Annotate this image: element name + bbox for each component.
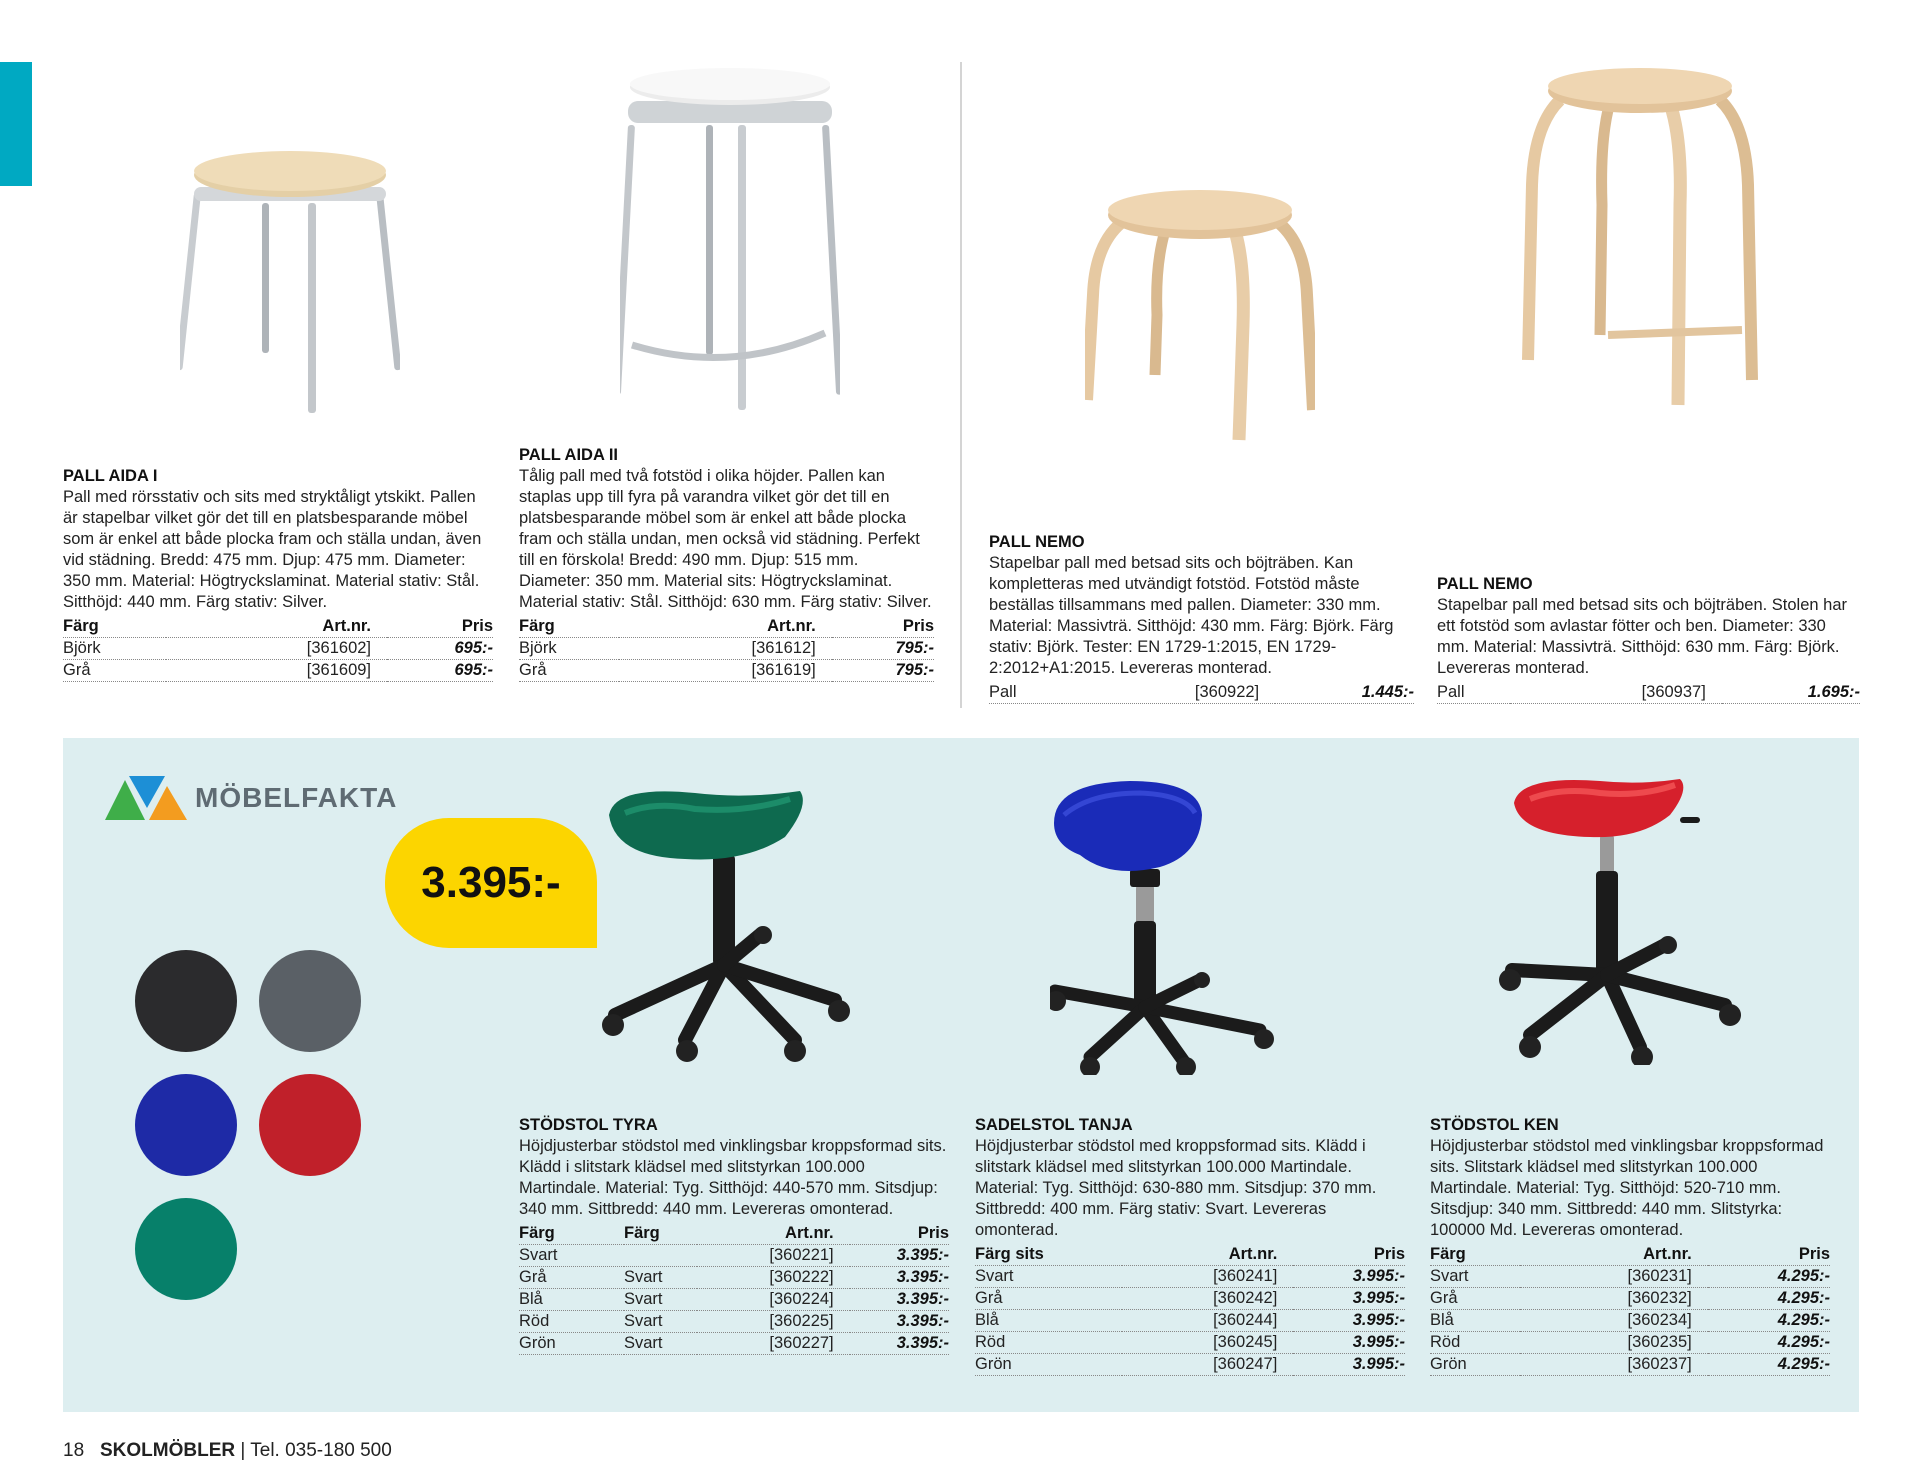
phone-number: Tel. 035-180 500 — [250, 1440, 392, 1461]
section-name: SKOLMÖBLER — [99, 1440, 236, 1461]
product-description: Höjdjusterbar stödstol med kroppsformad sits. Klädd i slitstark klädsel med slitstyrkan 100.000 Martindale. Material: Tyg. Sitthöjd: 630-880 mm. Sitsdjup: 370 mm. Sittbredd: 400 mm. Färg stativ: Svart. Levereras omonterad. — [975, 1137, 1377, 1239]
price-badge: 3.395:- — [385, 818, 597, 948]
article-number: [360232] — [1520, 1288, 1708, 1310]
article-number: [360922] — [1062, 682, 1275, 704]
product-pall-nemo-low — [989, 532, 1414, 704]
article-number: [360231] — [1520, 1266, 1708, 1288]
product-pall-aida-1 — [63, 466, 493, 682]
stool-nemo-high-image — [1520, 65, 1760, 415]
product-description: Stapelbar pall med betsad sits och böjträben. Kan kompletteras med utvändigt fotstöd. Fotstöd måste beställas tillsammans med pallen. Diameter: 330 mm. Material: Massivträ. Sitthöjd: 430 mm. Färg: Björk. Färg stativ: Björk. Tester: EN 1729-1:2015, EN 1729-2:2012+A1:2015. Levereras monterad. — [989, 554, 1394, 677]
table-row — [975, 1266, 1405, 1288]
mobelfakta-logo — [105, 774, 397, 822]
price: 4.295:- — [1708, 1332, 1830, 1354]
frame-color-cell: Svart — [624, 1289, 697, 1311]
color-cell: Grå — [519, 660, 619, 682]
article-number: [361609] — [166, 660, 387, 682]
price: 3.395:- — [850, 1333, 949, 1355]
price-table — [1437, 682, 1860, 704]
color-cell: Blå — [1430, 1310, 1520, 1332]
color-cell: Röd — [975, 1332, 1122, 1354]
color-cell: Björk — [519, 638, 619, 660]
variant-cell: Pall — [989, 682, 1062, 704]
table-row — [1430, 1288, 1830, 1310]
product-title: STÖDSTOL KEN — [1430, 1116, 1559, 1134]
product-title: SADELSTOL TANJA — [975, 1116, 1133, 1134]
price: 3.395:- — [850, 1289, 949, 1311]
column-header: Färg — [624, 1223, 697, 1245]
table-row — [975, 1310, 1405, 1332]
column-header: Art.nr. — [1122, 1244, 1293, 1266]
stool-aida-2-image — [620, 65, 840, 415]
color-cell: Grå — [63, 660, 166, 682]
product-title: PALL NEMO — [989, 533, 1085, 551]
product-pall-aida-2 — [519, 445, 934, 682]
product-description: Höjdjusterbar stödstol med vinklingsbar kroppsformad sits. Slitstark klädsel med slitstyrkan 100.000 Martindale. Material: Tyg. Sitthöjd: 520-710 mm. Sitsdjup: 340 mm. Sittbredd: 440 mm. Slitstyrka: 100000 Md. Levereras omonterad. — [1430, 1137, 1824, 1239]
article-number: [360221] — [697, 1245, 849, 1267]
color-cell: Svart — [975, 1266, 1122, 1288]
product-title: PALL AIDA I — [63, 467, 158, 485]
price: 1.695:- — [1722, 682, 1860, 704]
column-header: Färg sits — [975, 1244, 1122, 1266]
section-tab — [0, 62, 32, 186]
column-header: Färg — [1430, 1244, 1520, 1266]
column-header: Art.nr. — [1520, 1244, 1708, 1266]
color-cell: Blå — [519, 1289, 624, 1311]
variant-cell: Pall — [1437, 682, 1510, 704]
swatch-gra — [259, 950, 361, 1052]
price: 795:- — [832, 660, 934, 682]
table-row — [519, 1289, 949, 1311]
column-header: Pris — [1708, 1244, 1830, 1266]
color-cell: Grå — [1430, 1288, 1520, 1310]
color-cell: Grön — [1430, 1354, 1520, 1376]
table-row — [519, 660, 934, 682]
color-cell: Grå — [519, 1267, 624, 1289]
footer-separator: | — [240, 1440, 246, 1461]
table-row — [63, 660, 493, 682]
price: 3.395:- — [850, 1311, 949, 1333]
page-footer — [63, 1440, 392, 1462]
table-row — [63, 638, 493, 660]
column-header: Pris — [387, 616, 493, 638]
column-header: Färg — [519, 616, 619, 638]
price: 4.295:- — [1708, 1310, 1830, 1332]
column-header: Art.nr. — [619, 616, 832, 638]
table-row — [1430, 1266, 1830, 1288]
article-number: [360237] — [1520, 1354, 1708, 1376]
price-table — [519, 616, 934, 682]
table-row — [1430, 1332, 1830, 1354]
price: 1.445:- — [1275, 682, 1414, 704]
color-cell: Svart — [519, 1245, 624, 1267]
article-number: [360242] — [1122, 1288, 1293, 1310]
article-number: [360225] — [697, 1311, 849, 1333]
price-table — [1430, 1244, 1830, 1376]
price: 795:- — [832, 638, 934, 660]
column-header: Pris — [1293, 1244, 1405, 1266]
table-row — [1437, 682, 1860, 704]
product-stodstol-ken — [1430, 1115, 1830, 1376]
price-table — [63, 616, 493, 682]
column-header: Färg — [63, 616, 166, 638]
color-cell: Blå — [975, 1310, 1122, 1332]
column-header: Pris — [832, 616, 934, 638]
article-number: [360235] — [1520, 1332, 1708, 1354]
swatch-rod — [259, 1074, 361, 1176]
swatch-bla — [135, 1074, 237, 1176]
color-cell: Röd — [519, 1311, 624, 1333]
column-header: Färg — [519, 1223, 624, 1245]
column-divider — [960, 62, 962, 708]
table-row — [519, 1311, 949, 1333]
price: 3.995:- — [1293, 1354, 1405, 1376]
stool-nemo-low-image — [1085, 185, 1315, 445]
table-row — [975, 1354, 1405, 1376]
stool-aida-1-image — [180, 145, 400, 415]
article-number: [360937] — [1510, 682, 1722, 704]
swatch-gron — [135, 1198, 237, 1300]
mobelfakta-logo-icon — [105, 774, 189, 822]
article-number: [361612] — [619, 638, 832, 660]
product-pall-nemo-high — [1437, 574, 1860, 704]
product-title: PALL AIDA II — [519, 446, 618, 464]
price: 3.995:- — [1293, 1266, 1405, 1288]
article-number: [360222] — [697, 1267, 849, 1289]
product-description: Stapelbar pall med betsad sits och böjträben. Stolen har ett fotstöd som avlastar fötter och ben. Diameter: 330 mm. Material: Massivträ. Sitthöjd: 630 mm. Färg: Björk. Levereras monterad. — [1437, 596, 1848, 677]
color-cell: Svart — [1430, 1266, 1520, 1288]
product-description: Tålig pall med två fotstöd i olika höjder. Pallen kan staplas upp till fyra på varandra vilket gör det till en platsbesparande möbel som är enkel att både plocka fram och ställa undan, men också vid städning. Perfekt till en förskola! Bredd: 490 mm. Djup: 515 mm. Diameter: 350 mm. Material sits: Högtryckslaminat. Material stativ: Stål. Sitthöjd: 630 mm. Färg stativ: Silver. — [519, 467, 932, 611]
article-number: [360247] — [1122, 1354, 1293, 1376]
frame-color-cell — [624, 1245, 697, 1267]
price-table — [975, 1244, 1405, 1376]
price: 4.295:- — [1708, 1288, 1830, 1310]
table-row — [989, 682, 1414, 704]
column-header: Art.nr. — [697, 1223, 849, 1245]
color-cell: Grå — [975, 1288, 1122, 1310]
chair-tyra-image — [595, 785, 855, 1065]
price-table — [519, 1223, 949, 1355]
price: 3.395:- — [850, 1267, 949, 1289]
price: 4.295:- — [1708, 1266, 1830, 1288]
article-number: [360224] — [697, 1289, 849, 1311]
table-row — [519, 1245, 949, 1267]
frame-color-cell: Svart — [624, 1311, 697, 1333]
color-cell: Grön — [519, 1333, 624, 1355]
swatch-svart — [135, 950, 237, 1052]
table-row — [519, 638, 934, 660]
page-number: 18 — [63, 1440, 85, 1461]
product-title: PALL NEMO — [1437, 575, 1533, 593]
table-row — [519, 1267, 949, 1289]
product-description: Höjdjusterbar stödstol med vinklingsbar kroppsformad sits. Klädd i slitstark klädsel med slitstyrkan 100.000 Martindale. Material: Tyg. Sitthöjd: 440-570 mm. Sitsdjup: 340 mm. Sittbredd: 440 mm. Levereras omonterad. — [519, 1137, 947, 1218]
article-number: [360234] — [1520, 1310, 1708, 1332]
color-cell: Björk — [63, 638, 166, 660]
product-stodstol-tyra — [519, 1115, 949, 1355]
price: 4.295:- — [1708, 1354, 1830, 1376]
product-title: STÖDSTOL TYRA — [519, 1116, 658, 1134]
chair-ken-image — [1490, 775, 1750, 1065]
article-number: [360244] — [1122, 1310, 1293, 1332]
product-sadelstol-tanja — [975, 1115, 1405, 1376]
table-row — [1430, 1310, 1830, 1332]
chair-tanja-image — [1050, 775, 1290, 1075]
column-header: Art.nr. — [166, 616, 387, 638]
price: 3.995:- — [1293, 1332, 1405, 1354]
article-number: [361602] — [166, 638, 387, 660]
price: 3.995:- — [1293, 1288, 1405, 1310]
color-cell: Röd — [1430, 1332, 1520, 1354]
mobelfakta-logo-text: MÖBELFAKTA — [195, 782, 398, 813]
frame-color-cell: Svart — [624, 1333, 697, 1355]
price: 3.395:- — [850, 1245, 949, 1267]
table-row — [975, 1332, 1405, 1354]
table-row — [519, 1333, 949, 1355]
price: 3.995:- — [1293, 1310, 1405, 1332]
price-table — [989, 682, 1414, 704]
table-row — [975, 1288, 1405, 1310]
article-number: [360227] — [697, 1333, 849, 1355]
color-cell: Grön — [975, 1354, 1122, 1376]
frame-color-cell: Svart — [624, 1267, 697, 1289]
article-number: [360245] — [1122, 1332, 1293, 1354]
table-row — [1430, 1354, 1830, 1376]
product-description: Pall med rörsstativ och sits med stryktåligt ytskikt. Pallen är stapelbar vilket gör det till en platsbesparande möbel som är enkel att både plocka fram och ställa undan, även vid städning. Bredd: 475 mm. Djup: 475 mm. Diameter: 350 mm. Material: Högtryckslaminat. Material stativ: Stål. Sitthöjd: 440 mm. Färg stativ: Silver. — [63, 488, 482, 611]
column-header: Pris — [850, 1223, 949, 1245]
price: 695:- — [387, 660, 493, 682]
price: 695:- — [387, 638, 493, 660]
article-number: [361619] — [619, 660, 832, 682]
article-number: [360241] — [1122, 1266, 1293, 1288]
